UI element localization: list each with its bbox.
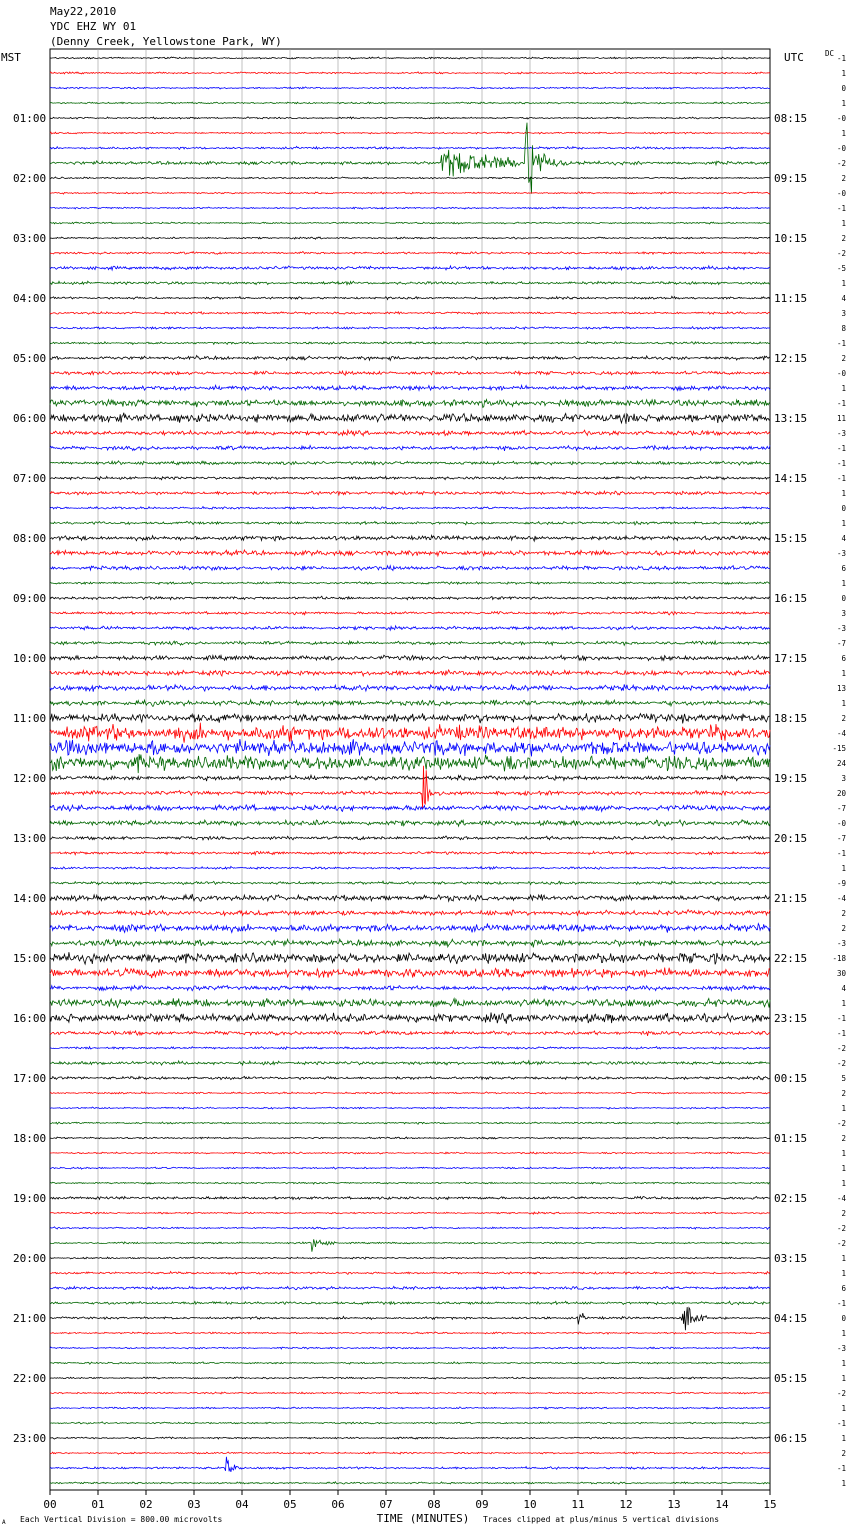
dc-offset-label: 2 — [841, 174, 846, 183]
mst-hour-label: 16:00 — [13, 1012, 47, 1025]
dc-offset-label: 3 — [841, 609, 846, 618]
dc-offset-label: 5 — [841, 1074, 846, 1083]
dc-offset-label: 1 — [841, 864, 846, 873]
mst-hour-label: 12:00 — [13, 772, 47, 785]
dc-offset-label: 2 — [841, 909, 846, 918]
dc-offset-label: 1 — [841, 279, 846, 288]
dc-offset-label: -1 — [836, 204, 846, 213]
dc-offset-label: 0 — [841, 1314, 846, 1323]
trace-line — [50, 1332, 770, 1334]
trace-line — [50, 1482, 770, 1484]
trace-line — [50, 57, 770, 59]
trace-line — [50, 754, 770, 773]
trace-line — [50, 446, 770, 451]
dc-offset-label: -2 — [836, 1389, 846, 1398]
utc-hour-label: 15:15 — [774, 532, 808, 545]
utc-hour-label: 06:15 — [774, 1432, 808, 1445]
trace-line — [50, 1212, 770, 1214]
trace-line — [50, 385, 770, 390]
trace-line — [50, 1392, 770, 1394]
trace-line — [50, 894, 770, 901]
division-note: Each Vertical Division = 800.00 microvolts — [20, 1515, 223, 1524]
dc-offset-label: -2 — [836, 249, 846, 258]
x-tick-label: 14 — [715, 1498, 729, 1511]
trace-line — [50, 132, 770, 134]
dc-offset-label: 24 — [836, 759, 846, 768]
trace-line — [50, 641, 770, 645]
trace-line — [50, 1152, 770, 1154]
trace-line — [50, 655, 770, 660]
mst-hour-label: 19:00 — [13, 1192, 47, 1205]
mst-hour-label: 18:00 — [13, 1132, 47, 1145]
dc-offset-label: -7 — [836, 639, 846, 648]
dc-offset-label: -0 — [836, 369, 846, 378]
mst-hour-label: 09:00 — [13, 592, 47, 605]
trace-line — [50, 766, 770, 809]
dc-offset-label: -2 — [836, 159, 846, 168]
utc-hour-label: 21:15 — [774, 892, 808, 905]
trace-line — [50, 739, 770, 756]
x-tick-label: 08 — [427, 1498, 441, 1511]
x-tick-label: 11 — [571, 1498, 585, 1511]
trace-line — [50, 1457, 770, 1472]
dc-offset-label: -0 — [836, 819, 846, 828]
dc-offset-label: -1 — [836, 474, 846, 483]
dc-offset-label: -0 — [836, 144, 846, 153]
dc-offset-label: 1 — [841, 384, 846, 393]
utc-hour-label: 09:15 — [774, 172, 808, 185]
dc-offset-label: 2 — [841, 1134, 846, 1143]
header-station: YDC EHZ WY 01 — [50, 20, 137, 33]
trace-line — [50, 266, 770, 270]
dc-offset-label: 1 — [841, 999, 846, 1008]
dc-offset-label: -3 — [836, 939, 846, 948]
dc-offset-label: 1 — [841, 1479, 846, 1488]
dc-offset-label: 2 — [841, 354, 846, 363]
dc-offset-label: 1 — [841, 1404, 846, 1413]
mst-hour-label: 23:00 — [13, 1432, 47, 1445]
trace-line — [50, 775, 770, 781]
dc-offset-label: -2 — [836, 1044, 846, 1053]
utc-hour-label: 22:15 — [774, 952, 808, 965]
dc-offset-label: -4 — [836, 1194, 846, 1203]
trace-line — [50, 461, 770, 465]
trace-line — [50, 146, 770, 149]
x-tick-label: 02 — [139, 1498, 153, 1511]
trace-line — [50, 1167, 770, 1169]
x-axis-title: TIME (MINUTES) — [376, 1512, 470, 1525]
dc-offset-label: -0 — [836, 189, 846, 198]
utc-hour-label: 00:15 — [774, 1072, 808, 1085]
mst-hour-label: 02:00 — [13, 172, 47, 185]
trace-line — [50, 117, 770, 119]
utc-hour-label: 19:15 — [774, 772, 808, 785]
dc-offset-label: 3 — [841, 774, 846, 783]
dc-offset-label: 1 — [841, 519, 846, 528]
dc-offset-label: 1 — [841, 489, 846, 498]
trace-line — [50, 998, 770, 1007]
dc-offset-label: -2 — [836, 1059, 846, 1068]
trace-line — [50, 939, 770, 947]
dc-offset-label: -1 — [836, 849, 846, 858]
utc-hour-label: 11:15 — [774, 292, 808, 305]
dc-offset-label: 30 — [836, 969, 846, 978]
utc-hour-label: 18:15 — [774, 712, 808, 725]
utc-hour-label: 08:15 — [774, 112, 808, 125]
trace-line — [50, 476, 770, 480]
clip-note: Traces clipped at plus/minus 5 vertical divisions — [483, 1515, 720, 1524]
dc-offset-label: 1 — [841, 1179, 846, 1188]
trace-line — [50, 1122, 770, 1124]
dc-offset-label: -1 — [836, 1419, 846, 1428]
trace-line — [50, 626, 770, 630]
trace-line — [50, 684, 770, 691]
trace-line — [50, 535, 770, 541]
trace-line — [50, 399, 770, 407]
mst-hour-label: 08:00 — [13, 532, 47, 545]
dc-offset-label: 1 — [841, 99, 846, 108]
trace-line — [50, 237, 770, 239]
trace-line — [50, 612, 770, 615]
x-tick-label: 07 — [379, 1498, 393, 1511]
trace-line — [50, 342, 770, 345]
dc-offset-label: -3 — [836, 429, 846, 438]
dc-offset-label: 4 — [841, 294, 846, 303]
dc-axis-label: DC — [825, 49, 835, 58]
dc-offset-label: 1 — [841, 1434, 846, 1443]
trace-line — [50, 1107, 770, 1109]
trace-line — [50, 430, 770, 436]
dc-offset-label: -1 — [836, 1299, 846, 1308]
dc-offset-label: -4 — [836, 894, 846, 903]
trace-line — [50, 1301, 770, 1304]
x-tick-label: 03 — [187, 1498, 201, 1511]
trace-line — [50, 1407, 770, 1409]
trace-line — [50, 1182, 770, 1184]
utc-hour-label: 12:15 — [774, 352, 808, 365]
trace-line — [50, 1092, 770, 1094]
mst-hour-label: 13:00 — [13, 832, 47, 845]
dc-offset-label: 1 — [841, 129, 846, 138]
dc-offset-label: 2 — [841, 714, 846, 723]
trace-line — [50, 566, 770, 571]
trace-line — [50, 723, 770, 743]
utc-hour-label: 01:15 — [774, 1132, 808, 1145]
trace-line — [50, 87, 770, 89]
trace-line — [50, 713, 770, 723]
dc-offset-label: -1 — [836, 1029, 846, 1038]
dc-offset-label: 20 — [836, 789, 846, 798]
dc-offset-label: -1 — [836, 459, 846, 468]
trace-line — [50, 851, 770, 854]
dc-offset-label: -7 — [836, 804, 846, 813]
utc-hour-label: 03:15 — [774, 1252, 808, 1265]
dc-offset-label: 1 — [841, 1329, 846, 1338]
trace-line — [50, 1137, 770, 1139]
trace-line — [50, 1013, 770, 1024]
dc-offset-label: 1 — [841, 1149, 846, 1158]
dc-offset-label: -15 — [832, 744, 846, 753]
dc-offset-label: 1 — [841, 579, 846, 588]
trace-line — [50, 805, 770, 812]
trace-line — [50, 1362, 770, 1364]
dc-offset-label: -2 — [836, 1224, 846, 1233]
dc-offset-label: 0 — [841, 504, 846, 513]
dc-offset-label: -7 — [836, 834, 846, 843]
trace-line — [50, 371, 770, 375]
footer-mark: A — [2, 1519, 6, 1526]
trace-line — [50, 1437, 770, 1439]
trace-line — [50, 910, 770, 916]
dc-offset-label: -1 — [836, 54, 846, 63]
trace-line — [50, 700, 770, 707]
dc-offset-label: -0 — [836, 114, 846, 123]
dc-offset-label: 0 — [841, 84, 846, 93]
mst-hour-label: 04:00 — [13, 292, 47, 305]
x-tick-label: 06 — [331, 1498, 345, 1511]
mst-axis-label: MST — [1, 51, 21, 64]
mst-hour-label: 06:00 — [13, 412, 47, 425]
dc-offset-label: 1 — [841, 699, 846, 708]
dc-offset-label: -2 — [836, 1239, 846, 1248]
mst-hour-label: 03:00 — [13, 232, 47, 245]
utc-hour-label: 10:15 — [774, 232, 808, 245]
dc-offset-label: 1 — [841, 1269, 846, 1278]
trace-line — [50, 222, 770, 224]
dc-offset-label: -1 — [836, 399, 846, 408]
dc-offset-label: 11 — [836, 414, 846, 423]
trace-line — [50, 1239, 770, 1251]
dc-offset-label: 2 — [841, 1089, 846, 1098]
trace-line — [50, 1307, 770, 1330]
utc-hour-label: 14:15 — [774, 472, 808, 485]
dc-offset-label: -9 — [836, 879, 846, 888]
trace-line — [50, 582, 770, 585]
mst-hour-label: 14:00 — [13, 892, 47, 905]
dc-offset-label: -4 — [836, 729, 846, 738]
trace-line — [50, 192, 770, 194]
trace-line — [50, 881, 770, 885]
trace-line — [50, 102, 770, 104]
mst-hour-label: 11:00 — [13, 712, 47, 725]
dc-offset-label: 1 — [841, 69, 846, 78]
trace-line — [50, 968, 770, 979]
dc-offset-label: -3 — [836, 549, 846, 558]
dc-offset-label: 4 — [841, 984, 846, 993]
trace-line — [50, 820, 770, 826]
utc-axis-label: UTC — [784, 51, 804, 64]
mst-hour-label: 07:00 — [13, 472, 47, 485]
dc-offset-label: 0 — [841, 594, 846, 603]
x-tick-label: 13 — [667, 1498, 681, 1511]
utc-hour-label: 13:15 — [774, 412, 808, 425]
trace-line — [50, 281, 770, 284]
mst-hour-label: 21:00 — [13, 1312, 47, 1325]
trace-line — [50, 1422, 770, 1424]
dc-offset-label: 4 — [841, 534, 846, 543]
trace-line — [50, 413, 770, 424]
trace-line — [50, 550, 770, 556]
x-tick-label: 10 — [523, 1498, 537, 1511]
trace-line — [50, 1377, 770, 1379]
dc-offset-label: -5 — [836, 264, 846, 273]
dc-offset-label: -1 — [836, 339, 846, 348]
utc-hour-label: 04:15 — [774, 1312, 808, 1325]
dc-offset-label: 2 — [841, 924, 846, 933]
dc-offset-label: 1 — [841, 1254, 846, 1263]
x-tick-label: 12 — [619, 1498, 633, 1511]
dc-offset-label: 6 — [841, 564, 846, 573]
trace-line — [50, 1061, 770, 1065]
utc-hour-label: 20:15 — [774, 832, 808, 845]
dc-offset-label: -3 — [836, 624, 846, 633]
trace-line — [50, 986, 770, 991]
trace-line — [50, 252, 770, 255]
dc-offset-label: 1 — [841, 1374, 846, 1383]
trace-line — [50, 836, 770, 840]
x-tick-label: 09 — [475, 1498, 489, 1511]
dc-offset-label: -2 — [836, 1119, 846, 1128]
mst-hour-label: 01:00 — [13, 112, 47, 125]
dc-offset-label: -3 — [836, 1344, 846, 1353]
x-tick-label: 04 — [235, 1498, 249, 1511]
dc-offset-label: 1 — [841, 1104, 846, 1113]
dc-offset-label: 2 — [841, 1449, 846, 1458]
dc-offset-label: 1 — [841, 219, 846, 228]
dc-offset-label: 6 — [841, 654, 846, 663]
trace-line — [50, 177, 770, 179]
trace-line — [50, 1257, 770, 1259]
dc-offset-label: -1 — [836, 444, 846, 453]
trace-line — [50, 491, 770, 495]
trace-line — [50, 521, 770, 525]
trace-line — [50, 1227, 770, 1230]
dc-offset-label: 1 — [841, 1164, 846, 1173]
header-date: May22,2010 — [50, 5, 117, 18]
header-location: (Denny Creek, Yellowstone Park, WY) — [50, 35, 282, 48]
dc-offset-label: 8 — [841, 324, 846, 333]
trace-line — [50, 1347, 770, 1349]
trace-line — [50, 296, 770, 299]
trace-line — [50, 1076, 770, 1080]
dc-offset-label: 2 — [841, 234, 846, 243]
mst-hour-label: 10:00 — [13, 652, 47, 665]
trace-line — [50, 866, 770, 869]
mst-hour-label: 05:00 — [13, 352, 47, 365]
mst-hour-label: 17:00 — [13, 1072, 47, 1085]
dc-offset-label: 13 — [836, 684, 846, 693]
trace-line — [50, 1452, 770, 1454]
trace-line — [50, 207, 770, 209]
utc-hour-label: 17:15 — [774, 652, 808, 665]
trace-line — [50, 1272, 770, 1275]
trace-line — [50, 924, 770, 933]
dc-offset-label: -18 — [832, 954, 846, 963]
seismic-traces — [50, 57, 770, 1484]
trace-line — [50, 356, 770, 361]
x-tick-label: 15 — [763, 1498, 777, 1511]
dc-offset-label: 1 — [841, 669, 846, 678]
dc-offset-label: 3 — [841, 309, 846, 318]
utc-hour-label: 05:15 — [774, 1372, 808, 1385]
mst-hour-label: 20:00 — [13, 1252, 47, 1265]
utc-hour-label: 02:15 — [774, 1192, 808, 1205]
trace-line — [50, 1197, 770, 1200]
mst-hour-label: 22:00 — [13, 1372, 47, 1385]
trace-line — [50, 1286, 770, 1289]
utc-hour-label: 23:15 — [774, 1012, 808, 1025]
trace-line — [50, 327, 770, 330]
x-tick-label: 05 — [283, 1498, 297, 1511]
trace-line — [50, 670, 770, 676]
dc-offset-label: -1 — [836, 1464, 846, 1473]
dc-offset-label: 1 — [841, 1359, 846, 1368]
trace-line — [50, 507, 770, 510]
trace-line — [50, 312, 770, 315]
dc-offset-label: 6 — [841, 1284, 846, 1293]
x-tick-label: 00 — [43, 1498, 57, 1511]
utc-hour-label: 16:15 — [774, 592, 808, 605]
dc-offset-label: 2 — [841, 1209, 846, 1218]
trace-line — [50, 72, 770, 74]
trace-line — [50, 952, 770, 964]
dc-offset-label: -1 — [836, 1014, 846, 1023]
trace-line — [50, 596, 770, 600]
mst-hour-label: 15:00 — [13, 952, 47, 965]
trace-line — [50, 1047, 770, 1050]
x-tick-label: 01 — [91, 1498, 105, 1511]
trace-line — [50, 1031, 770, 1036]
